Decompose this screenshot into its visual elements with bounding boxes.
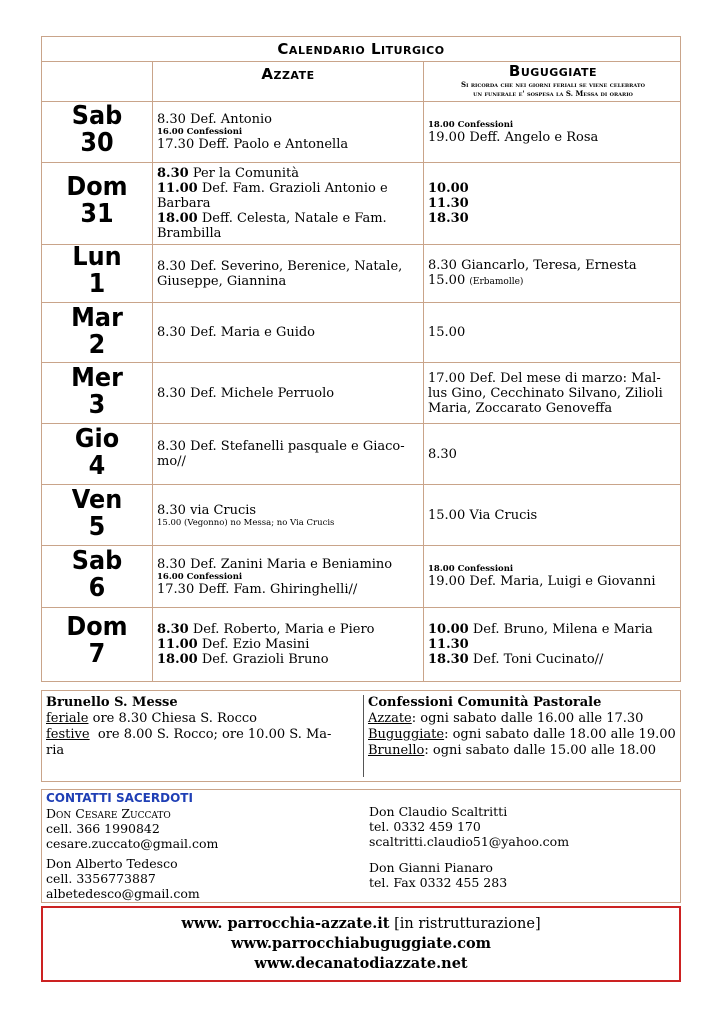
- confessioni-brunello-label: Brunello: [368, 743, 425, 758]
- buguggiate-cell: 8.30: [428, 446, 457, 462]
- websites-box: [41, 906, 681, 982]
- azzate-cell: 8.30 Def. Severino, Berenice, Natale, Giuseppe, Giannina: [157, 258, 403, 289]
- feriale-text: ore 8.30 Chiesa S. Rocco: [88, 711, 257, 726]
- day-label: Dom 7: [66, 612, 128, 669]
- day-label: Gio 4: [74, 424, 120, 481]
- confessioni-title: Confessioni Comunità Pastorale: [368, 695, 602, 710]
- contacts-box: [41, 789, 681, 903]
- calendar-title: Calendario Liturgico: [277, 40, 445, 58]
- brunello-section: [46, 695, 331, 759]
- buguggiate-cell: 15.00: [428, 325, 466, 340]
- confessioni-buguggiate-text: : ogni sabato dalle 18.00 alle 19.00: [444, 727, 676, 742]
- contact-phone: cell. 366 1990842: [46, 821, 160, 836]
- azzate-cell: 8.30 Def. Roberto, Maria e Piero 11.00 Def. Ezio Masini 18.00 Def. Grazioli Bruno: [157, 622, 375, 667]
- contact-card: [46, 806, 218, 851]
- contact-card: [369, 860, 507, 890]
- buguggiate-cell: 18.00 Confessioni 19.00 Deff. Angelo e Rosa: [428, 119, 599, 145]
- buguggiate-cell: 17.00 Def. Del mese di marzo: Mal- lus Gino, Cecchinato Silvano, Zilioli Maria, Zoccarato Genoveffa: [428, 370, 663, 416]
- contact-email[interactable]: albetedesco@gmail.com: [46, 886, 200, 901]
- contact-phone: tel. 0332 459 170: [369, 819, 481, 834]
- confessioni-section: [368, 695, 676, 759]
- festive-text: ore 8.00 S. Rocco; ore 10.00 S. Ma-: [89, 727, 332, 742]
- azzate-cell: 8.30 Per la Comunità 11.00 Def. Fam. Grazioli Antonio e Barbara 18.00 Deff. Celesta, Natale e Fam. Brambilla: [157, 166, 388, 241]
- contact-card: [46, 856, 200, 901]
- buguggiate-cell: 15.00 Via Crucis: [428, 507, 538, 523]
- buguggiate-note-line1: Si ricorda che nei giorni feriali se viene celebrato: [461, 80, 645, 89]
- azzate-cell: 8.30 Def. Michele Perruolo: [157, 385, 335, 401]
- contact-name: Don Claudio Scaltritti: [369, 804, 508, 819]
- contacts-title: CONTATTI SACERDOTI: [46, 791, 193, 805]
- day-label: Dom 31: [66, 172, 128, 229]
- buguggiate-cell: 10.00 11.30 18.30: [428, 181, 469, 226]
- buguggiate-cell: 8.30 Giancarlo, Teresa, Ernesta 15.00 (Erbamolle): [428, 257, 637, 288]
- day-label: Lun 1: [72, 242, 122, 299]
- day-label: Sab 30: [71, 101, 123, 158]
- column-divider: [363, 695, 364, 777]
- contact-card: [369, 804, 569, 849]
- buguggiate-note-line2: un funerale e' sospesa la S. Messa di orario: [473, 89, 633, 98]
- contact-phone: tel. Fax 0332 455 283: [369, 875, 508, 890]
- contact-name: Don Gianni Pianaro: [369, 860, 493, 875]
- contact-name: Don Alberto Tedesco: [46, 856, 178, 871]
- link-azzate-note: [in ristrutturazione]: [389, 916, 541, 932]
- day-label: Sab 6: [71, 546, 123, 603]
- azzate-cell: 8.30 Def. Zanini Maria e Beniamino 16.00 Confessioni 17.30 Deff. Fam. Ghiringhelli//: [157, 556, 393, 597]
- day-label: Mer 3: [71, 363, 123, 420]
- confessioni-azzate-label: Azzate: [368, 711, 412, 726]
- day-label: Mar 2: [71, 303, 123, 360]
- azzate-cell: 8.30 via Crucis 15.00 (Vegonno) no Messa; no Via Crucis: [157, 502, 335, 528]
- link-buguggiate[interactable]: www.parrocchiabuguggiate.com: [231, 935, 491, 952]
- masses-confessions-box: [41, 690, 681, 782]
- confessioni-buguggiate-label: Buguggiate: [368, 727, 445, 742]
- azzate-cell: 8.30 Def. Maria e Guido: [157, 325, 316, 340]
- confessioni-azzate-text: : ogni sabato dalle 16.00 alle 17.30: [411, 711, 644, 726]
- column-header-buguggiate: Buguggiate: [508, 62, 598, 80]
- column-header-azzate: Azzate: [261, 65, 315, 83]
- azzate-cell: 8.30 Def. Antonio 16.00 Confessioni 17.30 Deff. Paolo e Antonella: [157, 112, 349, 152]
- buguggiate-cell: 18.00 Confessioni 19.00 Def. Maria, Luigi e Giovanni: [428, 564, 656, 589]
- festive-label: festive: [46, 727, 90, 742]
- brunello-title: Brunello S. Messe: [46, 695, 178, 710]
- azzate-cell: 8.30 Def. Stefanelli pasquale e Giaco- mo//: [157, 439, 405, 469]
- contact-email[interactable]: cesare.zuccato@gmail.com: [46, 836, 219, 851]
- link-decanato[interactable]: www.decanatodiazzate.net: [254, 955, 468, 972]
- calendar-table: [41, 36, 681, 682]
- feriale-label: feriale: [46, 711, 89, 726]
- contact-email[interactable]: scaltritti.claudio51@yahoo.com: [369, 834, 570, 849]
- link-azzate[interactable]: www. parrocchia-azzate.it: [181, 915, 390, 932]
- contact-name: Don Cesare Zuccato: [46, 806, 171, 821]
- buguggiate-cell: 10.00 Def. Bruno, Milena e Maria 11.30 18.30 Def. Toni Cucinato//: [428, 622, 653, 667]
- day-label: Ven 5: [71, 485, 123, 542]
- confessioni-brunello-text: : ogni sabato dalle 15.00 alle 18.00: [424, 743, 657, 758]
- column-header-buguggiate-block: [424, 62, 682, 98]
- contact-phone: cell. 3356773887: [46, 871, 156, 886]
- festive-text-cont: ria: [46, 743, 65, 758]
